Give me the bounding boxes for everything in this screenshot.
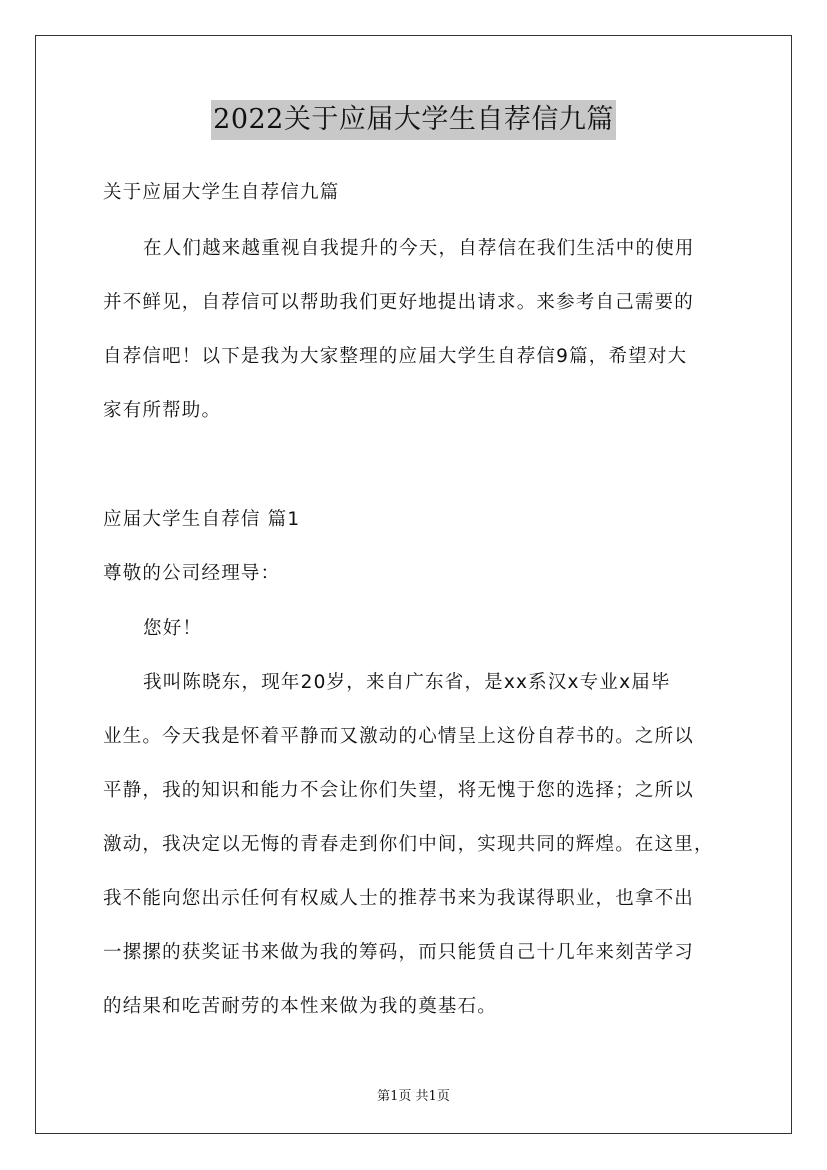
section-heading: 应届大学生自荐信 篇1 bbox=[103, 509, 301, 530]
body-line: 的结果和吃苦耐劳的本性来做为我的奠基石。 bbox=[103, 996, 498, 1017]
salutation: 尊敬的公司经理导： bbox=[103, 563, 281, 584]
body-line: 一摞摞的获奖证书来做为我的筹码，而只能赁自己十几年来刻苦学习 bbox=[103, 942, 695, 963]
document-title: 2022关于应届大学生自荐信九篇 bbox=[211, 100, 616, 140]
intro-line: 家有所帮助。 bbox=[103, 400, 222, 421]
page-number-footer: 第1页 共1页 bbox=[377, 1089, 450, 1104]
body-line: 我不能向您出示任何有权威人士的推荐书来为我谋得职业，也拿不出 bbox=[103, 888, 695, 909]
greeting: 您好！ bbox=[143, 618, 203, 639]
subtitle: 关于应届大学生自荐信九篇 bbox=[103, 182, 340, 203]
body-line: 平静，我的知识和能力不会让你们失望，将无愧于您的选择；之所以 bbox=[103, 780, 695, 801]
intro-line: 在人们越来越重视自我提升的今天，自荐信在我们生活中的使用 bbox=[143, 238, 695, 259]
body-line: 激动，我决定以无悔的青春走到你们中间，实现共同的辉煌。在这里， bbox=[103, 834, 714, 855]
title-container bbox=[0, 100, 827, 140]
intro-line: 并不鲜见，自荐信可以帮助我们更好地提出请求。来参考自己需要的 bbox=[103, 292, 695, 313]
body-line: 业生。今天我是怀着平静而又激动的心情呈上这份自荐书的。之所以 bbox=[103, 726, 695, 747]
intro-line: 自荐信吧！以下是我为大家整理的应届大学生自荐信9篇，希望对大 bbox=[103, 346, 688, 367]
body-line: 我叫陈晓东，现年20岁，来自广东省，是xx系汉x专业x届毕 bbox=[143, 672, 671, 693]
